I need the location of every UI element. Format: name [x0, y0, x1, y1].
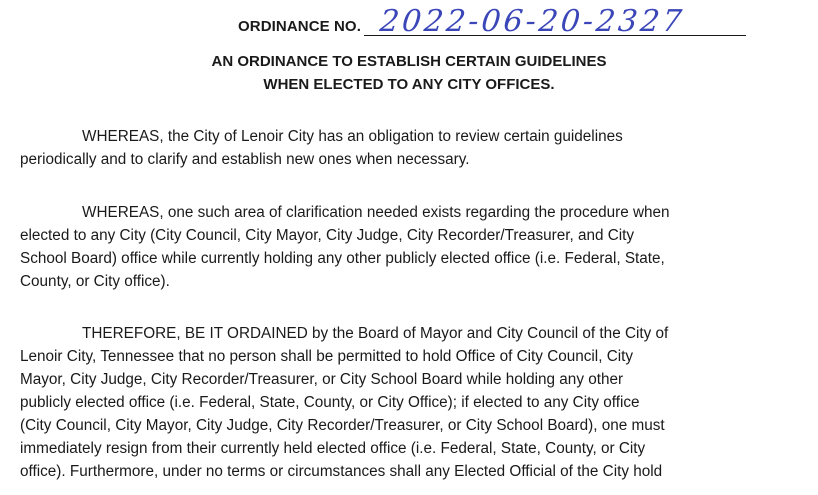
therefore-paragraph: [20, 322, 800, 483]
ordinance-number-field: [364, 4, 746, 39]
paragraph-line: (City Council, City Mayor, City Judge, City Recorder/Treasurer, or City School Board), one must: [20, 417, 665, 434]
paragraph-line: County, or City office).: [20, 273, 170, 290]
paragraph-line: THEREFORE, BE IT ORDAINED by the Board of Mayor and City Council of the City of: [82, 325, 669, 342]
paragraph-line: Mayor, City Judge, City Recorder/Treasurer, or City School Board while holding any other: [20, 371, 624, 388]
paragraph-line: publicly elected office (i.e. Federal, State, County, or City Office); if elected to any City office: [20, 394, 640, 411]
paragraph-line: elected to any City (City Council, City Mayor, City Judge, City Recorder/Treasurer, and City: [20, 227, 635, 244]
whereas-paragraph-2: [20, 201, 800, 293]
ordinance-number-line: [238, 4, 746, 39]
ordinance-label: ORDINANCE NO.: [238, 18, 361, 35]
ordinance-title-line-2: WHEN ELECTED TO ANY CITY OFFICES.: [263, 76, 555, 93]
paragraph-line: WHEREAS, one such area of clarification needed exists regarding the procedure when: [82, 204, 670, 221]
paragraph-line: School Board) office while currently holding any other publicly elected office (i.e. Federal, State,: [20, 250, 665, 267]
paragraph-line: WHEREAS, the City of Lenoir City has an obligation to review certain guidelines: [82, 128, 623, 145]
paragraph-line: immediately resign from their currently held elected office (i.e. Federal, State, County, or City: [20, 440, 646, 457]
ordinance-title-line-1: AN ORDINANCE TO ESTABLISH CERTAIN GUIDELINES: [211, 53, 607, 70]
ordinance-number-handwritten: 2022-06-20-2327: [378, 4, 687, 39]
paragraph-line: periodically and to clarify and establish new ones when necessary.: [20, 151, 470, 168]
paragraph-line: office). Furthermore, under no terms or circumstances shall any Elected Official of the City hold: [20, 463, 663, 480]
paragraph-line: Lenoir City, Tennessee that no person shall be permitted to hold Office of City Council, City: [20, 348, 634, 365]
whereas-paragraph-1: [20, 125, 800, 171]
